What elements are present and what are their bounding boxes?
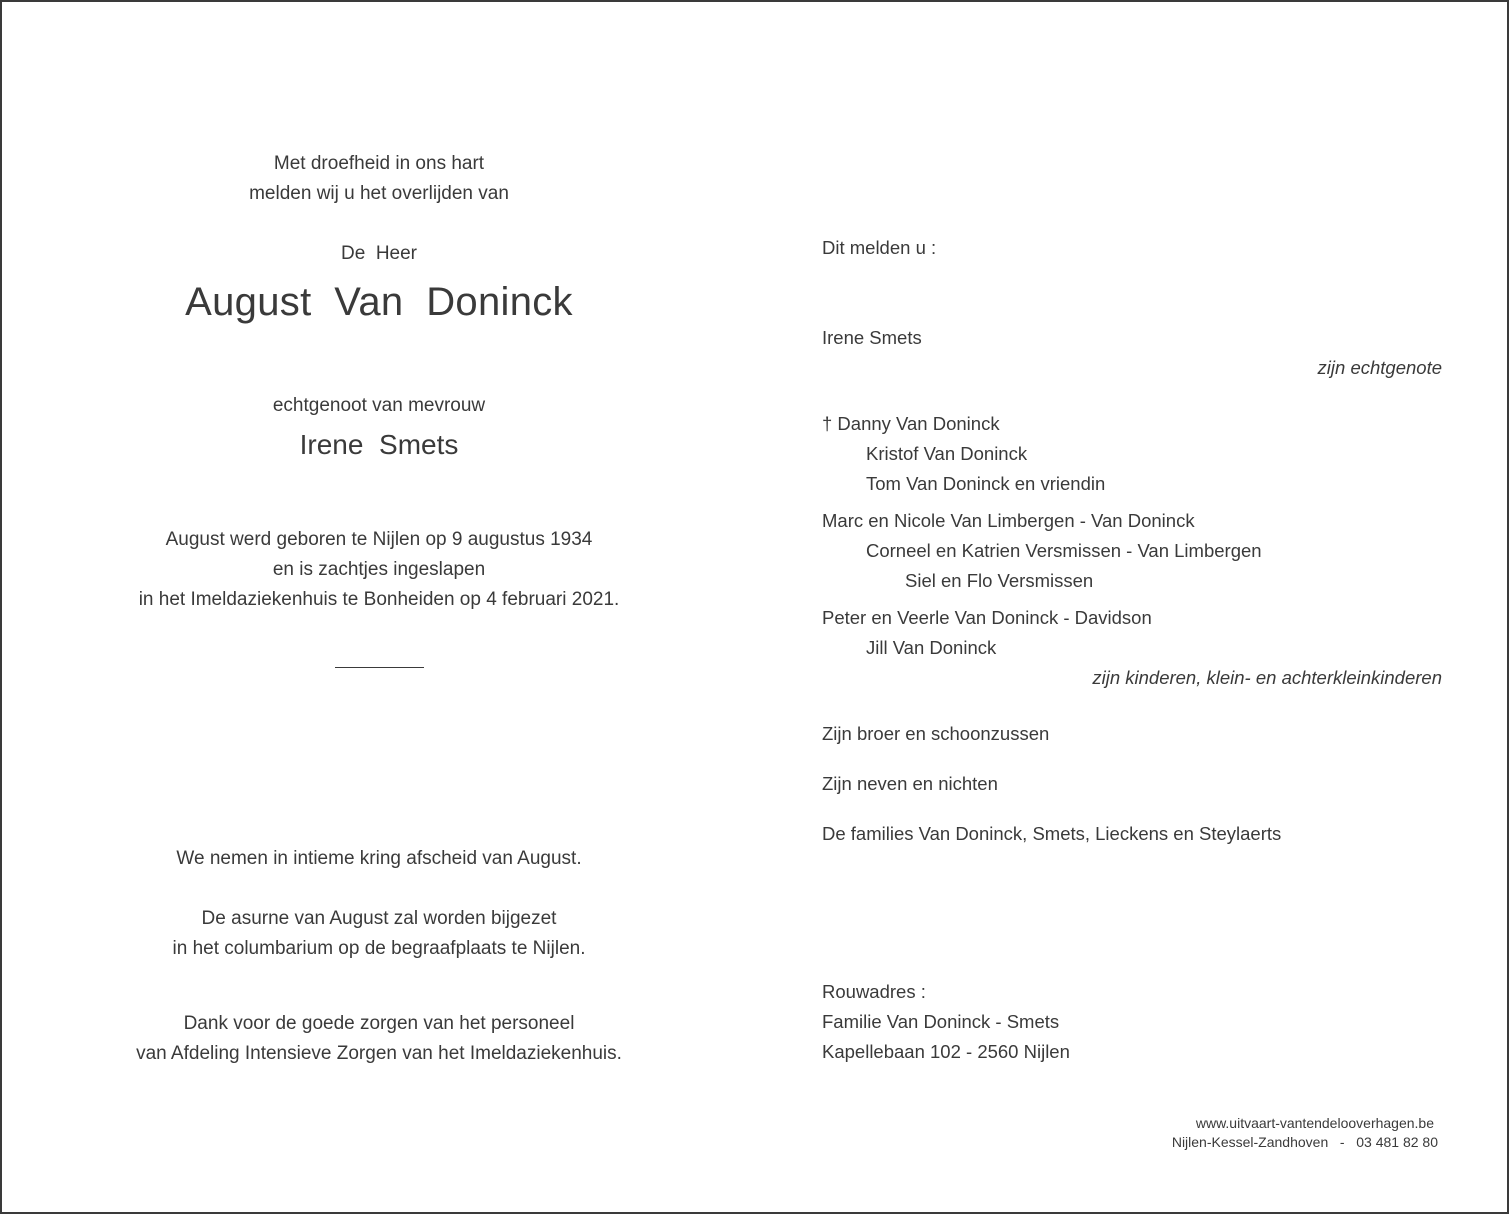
great-grandchild-entry: Siel en Flo Versmissen [905, 570, 1094, 591]
separator-line [335, 667, 424, 668]
relatives-entry: De families Van Doninck, Smets, Lieckens en Steylaerts [822, 823, 1282, 844]
intro-line-1: Met droefheid in ons hart [273, 153, 485, 174]
grandchild-entry: Corneel en Katrien Versmissen - Van Limbergen [866, 540, 1262, 561]
intro-line-2: melden wij u het overlijden van [249, 183, 509, 204]
child-entry: Marc en Nicole Van Limbergen - Van Doninck [822, 510, 1195, 531]
thanks-line-1: Dank voor de goede zorgen van het personeel [183, 1013, 575, 1034]
deceased-name: August Van Doninck [185, 280, 573, 324]
spouse-role: zijn echtgenote [1317, 357, 1442, 378]
address-label: Rouwadres : [822, 981, 926, 1002]
child-entry: Peter en Veerle Van Doninck - Davidson [822, 607, 1152, 628]
address-family: Familie Van Doninck - Smets [822, 1011, 1060, 1032]
death-line: in het Imeldaziekenhuis te Bonheiden op 4 februari 2021. [138, 589, 620, 610]
grandchild-entry: Jill Van Doninck [866, 637, 997, 658]
farewell-text: We nemen in intieme kring afscheid van August. [176, 848, 582, 869]
children-role: zijn kinderen, klein- en achterkleinkinderen [1092, 667, 1442, 688]
address-street: Kapellebaan 102 - 2560 Nijlen [822, 1041, 1070, 1062]
grandchild-entry: Kristof Van Doninck [866, 443, 1028, 464]
grandchild-entry: Tom Van Doninck en vriendin [866, 473, 1106, 494]
announcement-heading: Dit melden u : [822, 237, 937, 258]
birth-line: August werd geboren te Nijlen op 9 augustus 1934 [165, 529, 593, 550]
spouse-intro: echtgenoot van mevrouw [272, 395, 486, 416]
spouse-name: Irene Smets [299, 429, 459, 460]
relatives-entry: Zijn broer en schoonzussen [822, 723, 1050, 744]
sleep-line: en is zachtjes ingeslapen [272, 559, 486, 580]
relatives-entry: Zijn neven en nichten [822, 773, 998, 794]
urn-line-2: in het columbarium op de begraafplaats te Nijlen. [172, 938, 586, 959]
honorific: De Heer [340, 243, 418, 264]
urn-line-1: De asurne van August zal worden bijgezet [201, 908, 557, 929]
funeral-home-website: www.uitvaart-vantendelooverhagen.be [1195, 1115, 1434, 1131]
child-entry: † Danny Van Doninck [822, 413, 1000, 434]
funeral-home-contact: Nijlen-Kessel-Zandhoven - 03 481 82 80 [1171, 1134, 1438, 1150]
spouse-entry: Irene Smets [822, 327, 922, 348]
thanks-line-2: van Afdeling Intensieve Zorgen van het Imeldaziekenhuis. [136, 1043, 622, 1064]
